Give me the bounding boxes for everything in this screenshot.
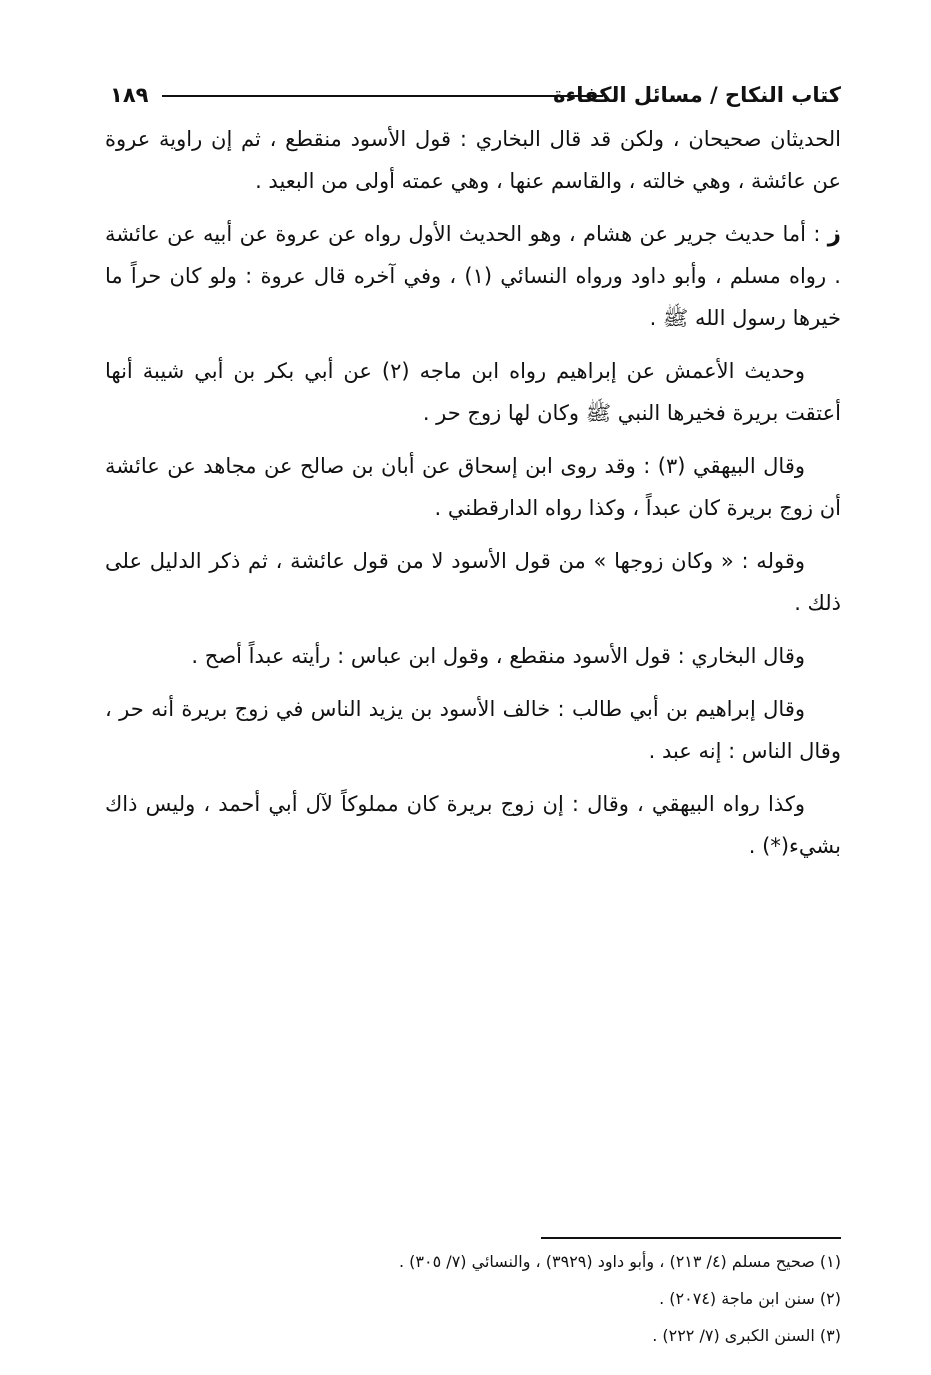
main-text (105, 118, 841, 878)
paragraph-text: وحديث الأعمش عن إبراهيم رواه ابن ماجه (٢) عن أبي بكر بن أبي شيبة أنها أعتقت بريرة فخيرها النبي ﷺ وكان لها زوج حر . (105, 359, 841, 425)
paragraph-5 (105, 540, 841, 624)
paragraph-text: وقال إبراهيم بن أبي طالب : خالف الأسود بن يزيد الناس في زوج بريرة أنه حر ، وقال الناس : إنه عبد . (105, 697, 841, 763)
header-rule (162, 95, 603, 97)
footnote-rule (541, 1237, 841, 1239)
paragraph-6 (105, 635, 841, 677)
paragraph-3 (105, 350, 841, 434)
paragraph-text: الحديثان صحيحان ، ولكن قد قال البخاري : قول الأسود منقطع ، ثم إن راوية عروة عن عائشة ، وهي خالته ، والقاسم عنها ، وهي عمته أولى من البعيد . (105, 127, 841, 193)
footnotes (105, 1243, 841, 1354)
footnote-1: (١) صحيح مسلم (٤/ ٢١٣) ، وأبو داود (٣٩٢٩) ، والنسائي (٧/ ٣٠٥) . (399, 1252, 841, 1271)
chapter-title: كتاب النكاح / مسائل الكفاءة (553, 83, 841, 107)
page-number: ١٨٩ (110, 83, 149, 107)
paragraph-marker: ز (827, 221, 841, 247)
footnote-3: (٣) السنن الكبرى (٧/ ٢٢٢) . (652, 1326, 841, 1345)
running-header (110, 78, 841, 112)
paragraph-text: وقوله : « وكان زوجها » من قول الأسود لا من قول عائشة ، ثم ذكر الدليل على ذلك . (105, 549, 841, 615)
paragraph-text: : أما حديث جرير عن هشام ، وهو الحديث الأول رواه عن عروة عن أبيه عن عائشة . رواه مسلم ، وأبو داود ورواه النسائي (١) ، وفي آخره قال عروة : ولو كان حراً ما خيرها رسول الله ﷺ . (105, 222, 841, 330)
paragraph-8 (105, 783, 841, 867)
paragraph-1 (105, 118, 841, 202)
footnote-2: (٢) سنن ابن ماجة (٢٠٧٤) . (659, 1289, 841, 1308)
paragraph-7 (105, 688, 841, 772)
paragraph-text: وقال البخاري : قول الأسود منقطع ، وقول ابن عباس : رأيته عبداً أصح . (191, 644, 805, 668)
paragraph-2 (105, 213, 841, 339)
paragraph-text: وكذا رواه البيهقي ، وقال : إن زوج بريرة كان مملوكاً لآل أبي أحمد ، وليس ذاك بشيء(*) . (105, 792, 841, 858)
paragraph-text: وقال البيهقي (٣) : وقد روى ابن إسحاق عن أبان بن صالح عن مجاهد عن عائشة أن زوج بريرة كان عبداً ، وكذا رواه الدارقطني . (105, 454, 841, 520)
paragraph-4 (105, 445, 841, 529)
